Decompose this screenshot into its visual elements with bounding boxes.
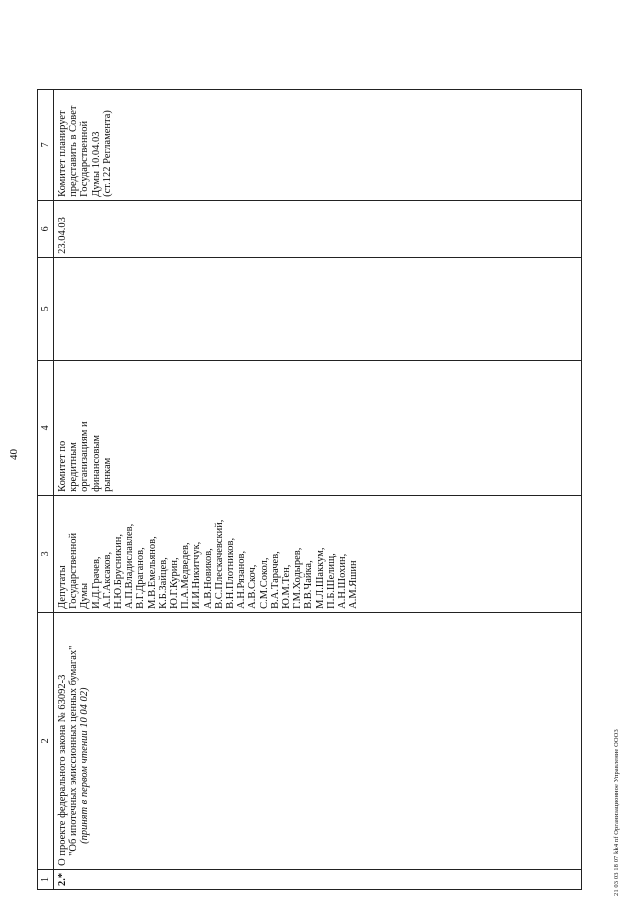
date-value: 23.04.03 (57, 217, 68, 254)
author-line: А.Н.Шохин, (337, 553, 349, 609)
author-line: Г.М.Ходырев, (292, 547, 304, 609)
author-line: В.А.Тарачев, (269, 551, 281, 609)
authors-cell (54, 495, 582, 612)
committee-line: финансовым (90, 434, 102, 492)
bill-title-line: О проекте федерального закона № 63092-3 (57, 674, 68, 866)
author-line: П.А.Медведев, (180, 542, 192, 609)
author-line: А.В.Новиков, (202, 548, 214, 609)
comment-cell (54, 89, 582, 200)
column-header: 2 (38, 612, 54, 869)
author-line: А.П.Владиславлев, (124, 523, 136, 609)
author-line: Н.Ю.Брусникин, (113, 533, 125, 609)
committee-cell (54, 360, 582, 495)
author-line: А.М.Яшин (348, 560, 360, 609)
author-line: П.Б.Шелищ, (325, 553, 337, 609)
author-line: В.Г.Драганов, (135, 547, 147, 609)
author-line: А.Г.Аксаков, (101, 551, 113, 609)
author-line: М.Л.Шаккум, (314, 547, 326, 609)
column-header: 4 (38, 360, 54, 495)
committee-line: Комитет по (57, 440, 68, 492)
column-header: 1 (38, 869, 54, 889)
comment-line: представить в Совет (68, 105, 80, 197)
author-line: Депутаты (57, 565, 68, 609)
author-line: М.В.Емельянов, (146, 536, 158, 609)
bill-reading-note: (принят в первом чтении 10 04 02) (79, 687, 91, 844)
author-line: И.Д.Грачев, (90, 556, 102, 609)
committee-line: организациям и (79, 421, 91, 492)
date-cell (54, 200, 582, 257)
header-row (38, 89, 54, 889)
bill-title-line: "Об ипотечных эмиссионных ценных бумагах" (68, 645, 80, 856)
author-line: В.Н.Плотников, (225, 537, 237, 609)
author-line: А.Н.Рязанов, (236, 550, 248, 609)
author-line: В.С.Плескачевский, (213, 519, 225, 609)
column-header: 3 (38, 495, 54, 612)
author-line: В.В.Чайка, (303, 560, 315, 609)
column-header: 6 (38, 200, 54, 257)
author-line: Ю.М.Тен, (281, 564, 293, 609)
committee-line: рынкам (101, 457, 113, 492)
page-number: 40 (8, 449, 20, 460)
author-line: С.М.Сокол, (258, 557, 270, 609)
author-line: И.И.Никитчук, (191, 541, 203, 609)
author-line: Ю.Г.Курин, (169, 557, 181, 609)
bill-title-cell (54, 612, 582, 869)
author-line: Думы (79, 582, 91, 609)
row-number: 2.* (57, 872, 68, 886)
committee-line: кредитным (68, 442, 80, 492)
row-number-cell (54, 869, 582, 889)
agenda-table (37, 89, 582, 890)
author-line: А.В.Скоч, (247, 564, 259, 609)
comment-line: (ст.122 Регламента) (101, 110, 113, 197)
print-footer: 21 03 03 18 07 kk4 nf Организационное Управление ООО3 (613, 729, 620, 896)
author-line: К.Б.Зайцев, (157, 557, 169, 609)
comment-line: Комитет планирует (57, 110, 68, 197)
comment-line: Государственной (79, 120, 91, 197)
column-header: 7 (38, 89, 54, 200)
empty-cell (54, 257, 582, 360)
column-header: 5 (38, 257, 54, 360)
comment-line: Думы 10.04.03 (90, 131, 102, 197)
author-line: Государственной (68, 532, 80, 609)
table-row (54, 89, 582, 889)
